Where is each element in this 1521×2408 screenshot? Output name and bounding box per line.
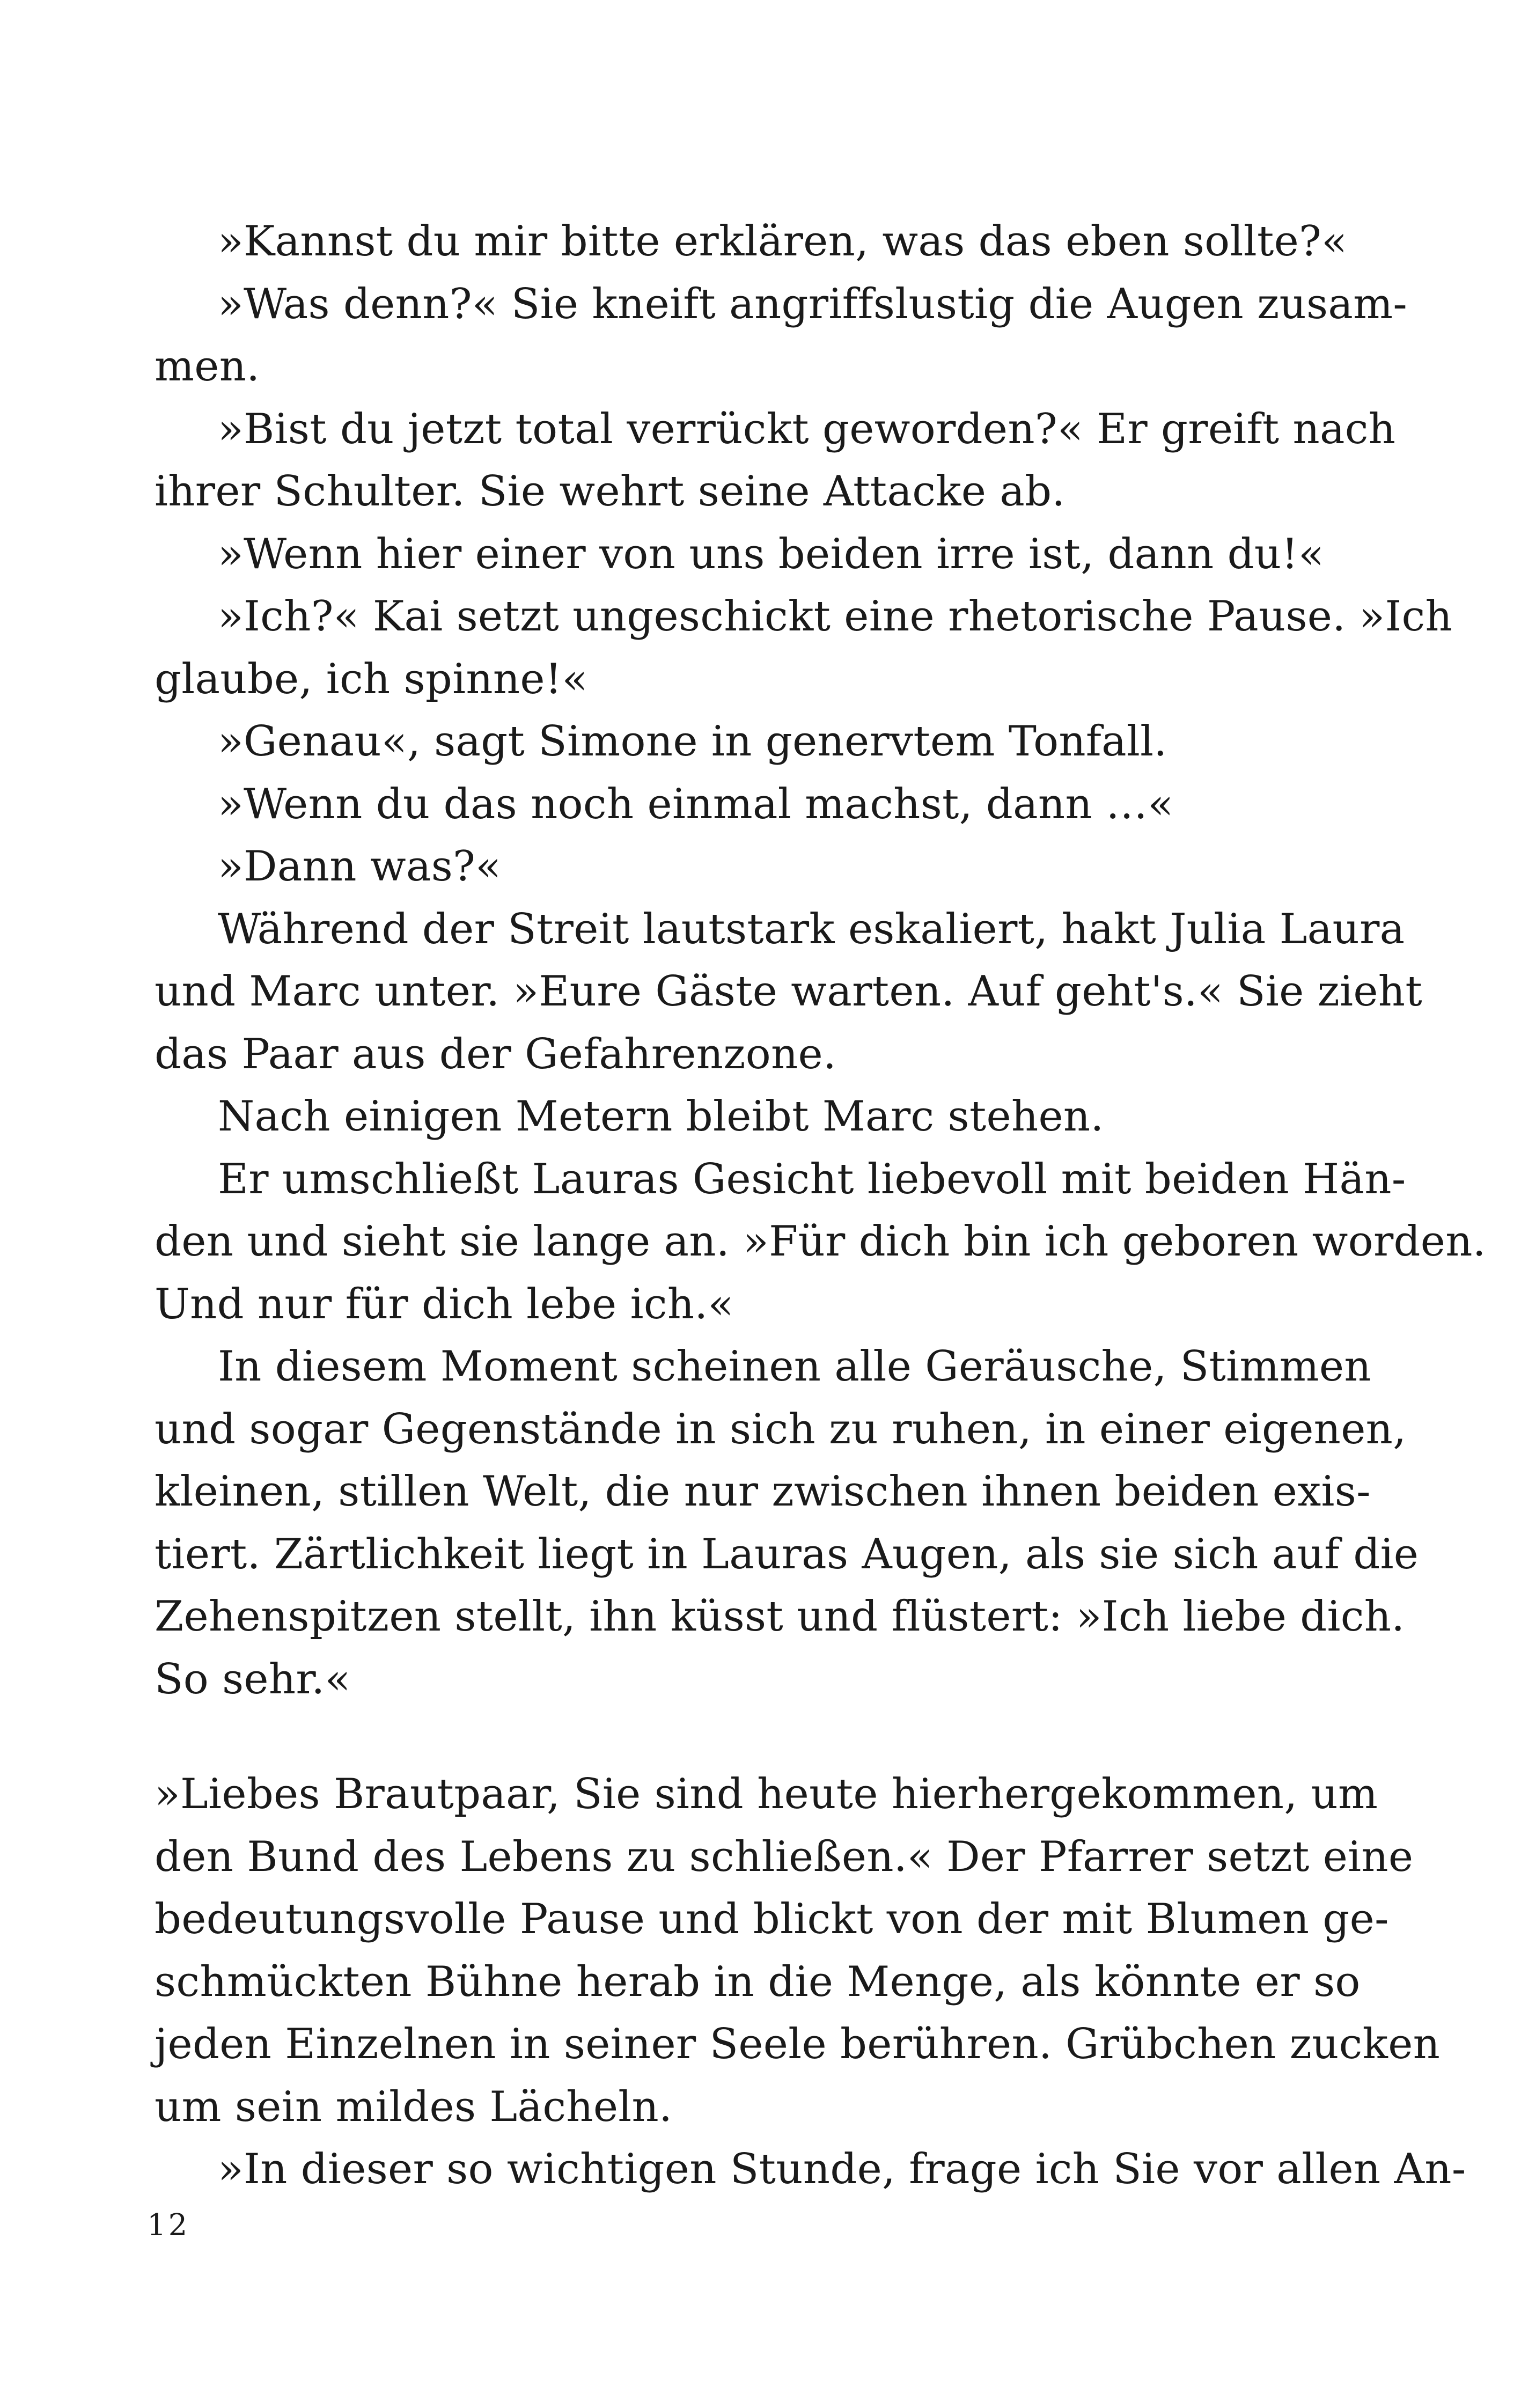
text-line: und Marc unter. »Eure Gäste warten. Auf geht's.« Sie zieht [155, 967, 1422, 1016]
text-line: glaube, ich spinne!« [155, 655, 588, 703]
text-line: um sein mildes Lächeln. [155, 2082, 673, 2131]
text-line: tiert. Zärtlichkeit liegt in Lauras Augen, als sie sich auf die [155, 1530, 1419, 1579]
text-line: und sogar Gegenstände in sich zu ruhen, in einer eigenen, [155, 1405, 1407, 1453]
text-line: das Paar aus der Gefahrenzone. [155, 1030, 837, 1078]
text-line: den und sieht sie lange an. »Für dich bin ich geboren worden. [155, 1217, 1486, 1266]
text-line: »In dieser so wichtigen Stunde, frage ich Sie vor allen An- [218, 2145, 1466, 2193]
text-line: ihrer Schulter. Sie wehrt seine Attacke ab. [155, 467, 1066, 516]
text-line: So sehr.« [155, 1655, 351, 1704]
text-line: »Genau«, sagt Simone in genervtem Tonfall. [218, 717, 1167, 766]
text-line: Nach einigen Metern bleibt Marc stehen. [218, 1092, 1104, 1141]
text-line: men. [155, 342, 260, 391]
text-line: »Wenn du das noch einmal machst, dann …« [218, 780, 1174, 828]
text-line: »Kannst du mir bitte erklären, was das eben sollte?« [218, 217, 1348, 266]
text-line: Er umschließt Lauras Gesicht liebevoll mit beiden Hän- [218, 1155, 1406, 1203]
text-line: »Bist du jetzt total verrückt geworden?« Er greift nach [218, 405, 1396, 453]
text-line: Und nur für dich lebe ich.« [155, 1280, 734, 1328]
text-line: »Liebes Brautpaar, Sie sind heute hierhergekommen, um [155, 1770, 1378, 1818]
text-section-1 [155, 210, 1486, 1710]
text-line: Während der Streit lautstark eskaliert, hakt Julia Laura [218, 905, 1405, 953]
text-section-2 [155, 1763, 1466, 2201]
text-line: den Bund des Lebens zu schließen.« Der Pfarrer setzt eine [155, 1832, 1414, 1881]
page-number: 12 [147, 2208, 190, 2243]
text-line: schmückten Bühne herab in die Menge, als könnte er so [155, 1957, 1361, 2006]
text-line: jeden Einzelnen in seiner Seele berühren. Grübchen zucken [155, 2020, 1441, 2068]
text-line: »Was denn?« Sie kneift angriffslustig die Augen zusam- [218, 280, 1408, 328]
text-line: »Ich?« Kai setzt ungeschickt eine rhetorische Pause. »Ich [218, 592, 1453, 641]
text-line: Zehenspitzen stellt, ihn küsst und flüstert: »Ich liebe dich. [155, 1592, 1405, 1641]
text-line: »Wenn hier einer von uns beiden irre ist, dann du!« [218, 530, 1325, 578]
text-line: bedeutungsvolle Pause und blickt von der mit Blumen ge- [155, 1895, 1389, 1943]
text-line: »Dann was?« [218, 842, 502, 891]
text-line: kleinen, stillen Welt, die nur zwischen ihnen beiden exis- [155, 1467, 1371, 1516]
text-line: In diesem Moment scheinen alle Geräusche, Stimmen [218, 1342, 1371, 1391]
